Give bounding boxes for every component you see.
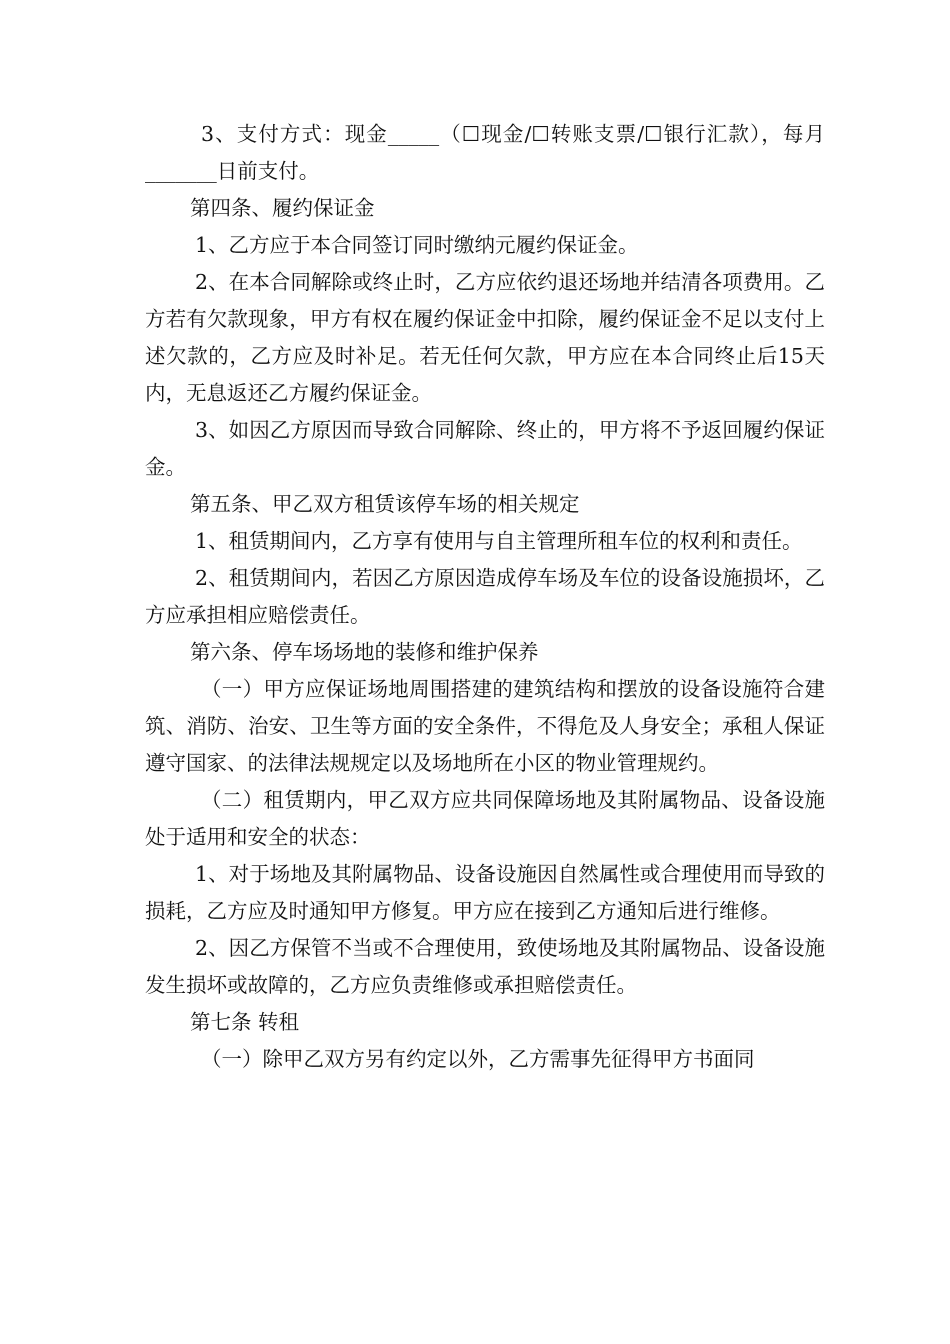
article-6-item-2: 2、因乙方保管不当或不合理使用，致使场地及其附属物品、设备设施发生损坏或故障的，乙方应负责维修或承担赔偿责任。 — [145, 936, 825, 997]
article-6-heading: 第六条、停车场场地的装修和维护保养 — [190, 640, 539, 664]
article-5-heading: 第五条、甲乙双方租赁该停车场的相关规定 — [190, 492, 580, 516]
article-5-item-2: 2、租赁期间内，若因乙方原因造成停车场及车位的设备设施损坏，乙方应承担相应赔偿责任。 — [145, 566, 825, 627]
article-4-heading: 第四条、履约保证金 — [190, 196, 375, 220]
article-5-item-1: 1、租赁期间内，乙方享有使用与自主管理所租车位的权利和责任。 — [195, 529, 803, 553]
article-7-section-1: （一）除甲乙双方另有约定以外，乙方需事先征得甲方书面同 — [201, 1047, 755, 1071]
document-body — [145, 116, 825, 1078]
article-6-section-1: （一）甲方应保证场地周围搭建的建筑结构和摆放的设备设施符合建筑、消防、治安、卫生等方面的安全条件，不得危及人身安全；承租人保证遵守国家、的法律法规规定以及场地所在小区的物业管理规约。 — [145, 677, 825, 775]
article-4-item-3: 3、如因乙方原因而导致合同解除、终止的，甲方将不予返回履约保证金。 — [145, 418, 825, 479]
article-7-heading: 第七条 转租 — [190, 1010, 300, 1034]
article-6-item-1: 1、对于场地及其附属物品、设备设施因自然属性或合理使用而导致的损耗，乙方应及时通知甲方修复。甲方应在接到乙方通知后进行维修。 — [145, 862, 825, 923]
article-4-item-2: 2、在本合同解除或终止时，乙方应依约退还场地并结清各项费用。乙方若有欠款现象，甲方有权在履约保证金中扣除，履约保证金不足以支付上述欠款的，乙方应及时补足。若无任何欠款，甲方应在本合同终止后15天内，无息返还乙方履约保证金。 — [145, 270, 825, 405]
article-4-item-1: 1、乙方应于本合同签订同时缴纳元履约保证金。 — [195, 233, 639, 257]
article-6-section-2: （二）租赁期内，甲乙双方应共同保障场地及其附属物品、设备设施处于适用和安全的状态： — [145, 788, 825, 849]
clause-3-payment-method: 3、支付方式：现金_____（☐现金/☐转账支票/☐银行汇款），每月_______日前支付。 — [145, 122, 825, 183]
